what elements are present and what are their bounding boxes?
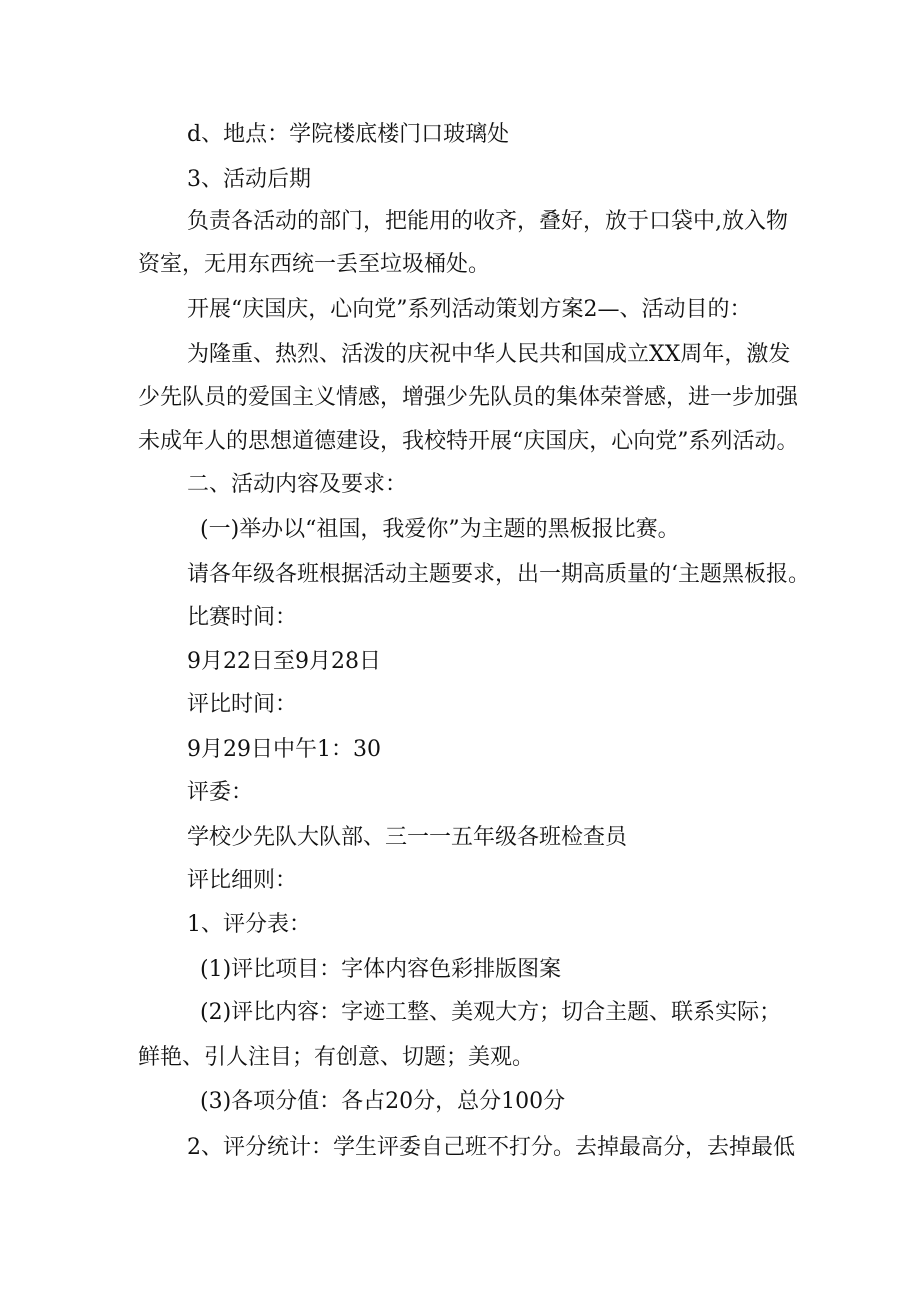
text-line: 评比时间： (187, 692, 298, 717)
text-line: 负责各活动的部门，把能用的收齐，叠好，放于口袋中,放入物 (187, 209, 788, 234)
text-line: 评比细则： (187, 868, 298, 893)
text-line: 1、评分表： (187, 912, 311, 937)
text-line: 9月29日中午1：30 (187, 737, 381, 762)
text-line: 资室，无用东西统一丢至垃圾桶处。 (138, 252, 491, 277)
text-line: 比赛时间： (187, 605, 298, 630)
text-line: (一)举办以“祖国，我爱你”为主题的黑板报比赛。 (200, 517, 680, 542)
text-line: 少先队员的爱国主义情感，增强少先队员的集体荣誉感，进一步加强 (138, 385, 799, 410)
text-line: 请各年级各班根据活动主题要求，出一期高质量的‘主题黑板报。 (187, 562, 810, 587)
text-line: 二、活动内容及要求： (187, 472, 408, 497)
text-line: 开展“庆国庆，心向党”系列活动策划方案2—、活动目的： (187, 297, 752, 322)
text-line: 3、活动后期 (187, 167, 311, 192)
text-line: (3)各项分值：各占20分，总分100分 (200, 1089, 566, 1114)
text-line: 为隆重、热烈、活泼的庆祝中华人民共和国成立XX周年，激发 (187, 342, 791, 367)
text-line: 未成年人的思想道德建设，我校特开展“庆国庆，心向党”系列活动。 (138, 429, 799, 454)
text-line: (1)评比项目：字体内容色彩排版图案 (200, 957, 562, 982)
text-line: (2)评比内容：字迹工整、美观大方；切合主题、联系实际； (200, 1000, 782, 1025)
text-line: 学校少先队大队部、三一一五年级各班检查员 (187, 825, 628, 850)
text-line: 2、评分统计：学生评委自己班不打分。去掉最高分，去掉最低 (187, 1135, 795, 1160)
text-line: 评委： (187, 780, 254, 805)
text-line: 9月22日至9月28日 (187, 649, 381, 674)
text-line: d、地点：学院楼底楼门口玻璃处 (187, 122, 510, 147)
text-line: 鲜艳、引人注目；有创意、切题；美观。 (138, 1045, 535, 1070)
